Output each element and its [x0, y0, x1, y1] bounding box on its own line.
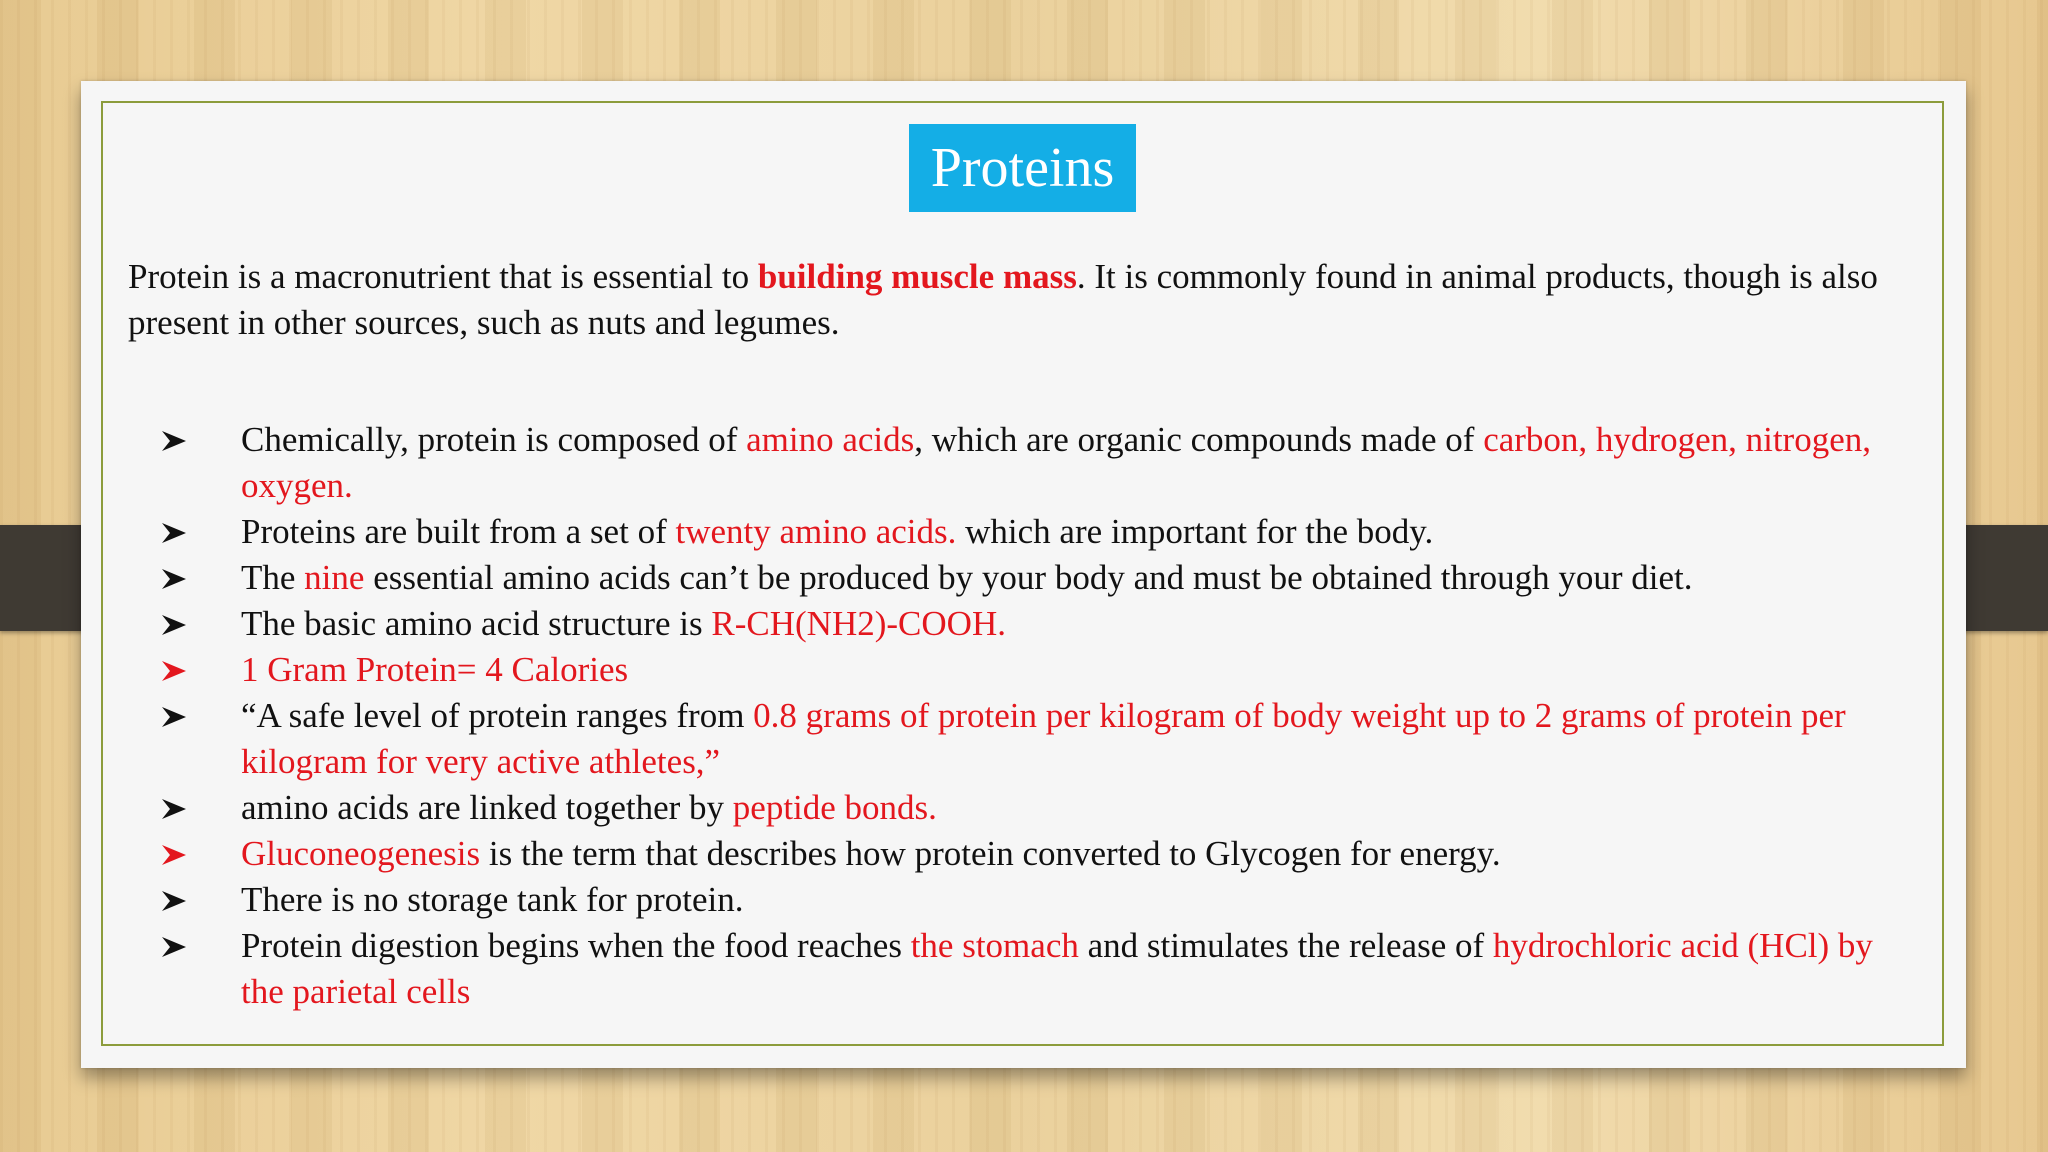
bullet-item	[161, 647, 1921, 693]
arrow-bullet-icon	[161, 785, 201, 831]
bullet-highlight-text: amino acids	[746, 420, 915, 459]
bullet-item	[161, 693, 1921, 785]
bullet-item	[161, 785, 1921, 831]
bullet-text: There is no storage tank for protein.	[241, 880, 744, 919]
bullet-item	[161, 831, 1921, 877]
arrow-bullet-icon	[161, 509, 201, 555]
bullet-highlight-text: 1 Gram Protein= 4 Calories	[241, 650, 629, 689]
bullet-text: Protein digestion begins when the food reaches	[241, 926, 911, 965]
bullet-highlight-text: the stomach	[910, 926, 1079, 965]
bullet-text: Chemically, protein is composed of	[241, 420, 747, 459]
bullet-text: Proteins are built from a set of	[241, 512, 676, 551]
bullet-highlight-text: peptide bonds.	[732, 788, 937, 827]
bullet-item	[161, 555, 1921, 601]
bullet-text: and stimulates the release of	[1078, 926, 1493, 965]
arrow-bullet-icon	[161, 877, 201, 923]
intro-text-start: Protein is a macronutrient that is essential to	[128, 257, 758, 296]
slide	[81, 81, 1966, 1068]
bullet-text: , which are organic compounds made of	[914, 420, 1484, 459]
bullet-text: The basic amino acid structure is	[241, 604, 712, 643]
arrow-bullet-icon	[161, 555, 201, 601]
slide-title: Proteins	[909, 124, 1136, 212]
bullet-text: amino acids are linked together by	[241, 788, 733, 827]
bullet-item	[161, 877, 1921, 923]
bullet-highlight-text: twenty amino acids.	[675, 512, 957, 551]
intro-highlight: building muscle mass	[757, 257, 1077, 296]
bullet-highlight-text: 0.8 grams of protein per kilogram of body weight up to 2 grams of protein per kilogram for very active athletes,”	[241, 696, 1846, 781]
bullet-item	[161, 417, 1921, 509]
arrow-bullet-icon	[161, 647, 201, 693]
bullet-text: The	[241, 558, 305, 597]
intro-paragraph	[128, 254, 1908, 346]
bullet-list	[161, 417, 1921, 1015]
arrow-bullet-icon	[161, 417, 201, 463]
bullet-highlight-text: hydrochloric acid (HCl) by the parietal cells	[241, 926, 1873, 1011]
bullet-item	[161, 509, 1921, 555]
bullet-text: is the term that describes how protein converted to Glycogen for energy.	[480, 834, 1501, 873]
bullet-highlight-text: R-CH(NH2)-COOH.	[711, 604, 1006, 643]
arrow-bullet-icon	[161, 601, 201, 647]
intro-text-end: . It is commonly found in animal products, though is also present in other sources, such as nuts and legumes.	[128, 257, 1878, 342]
bullet-highlight-text: carbon, hydrogen, nitrogen, oxygen.	[241, 420, 1871, 505]
bullet-highlight-text: Gluconeogenesis	[241, 834, 481, 873]
bullet-text: essential amino acids can’t be produced by your body and must be obtained through your diet.	[364, 558, 1693, 597]
bullet-text: “A safe level of protein ranges from	[241, 696, 754, 735]
arrow-bullet-icon	[161, 831, 201, 877]
bullet-item	[161, 601, 1921, 647]
bullet-highlight-text: nine	[304, 558, 365, 597]
arrow-bullet-icon	[161, 923, 201, 969]
bullet-item	[161, 923, 1921, 1015]
arrow-bullet-icon	[161, 693, 201, 739]
bullet-text: which are important for the body.	[956, 512, 1434, 551]
